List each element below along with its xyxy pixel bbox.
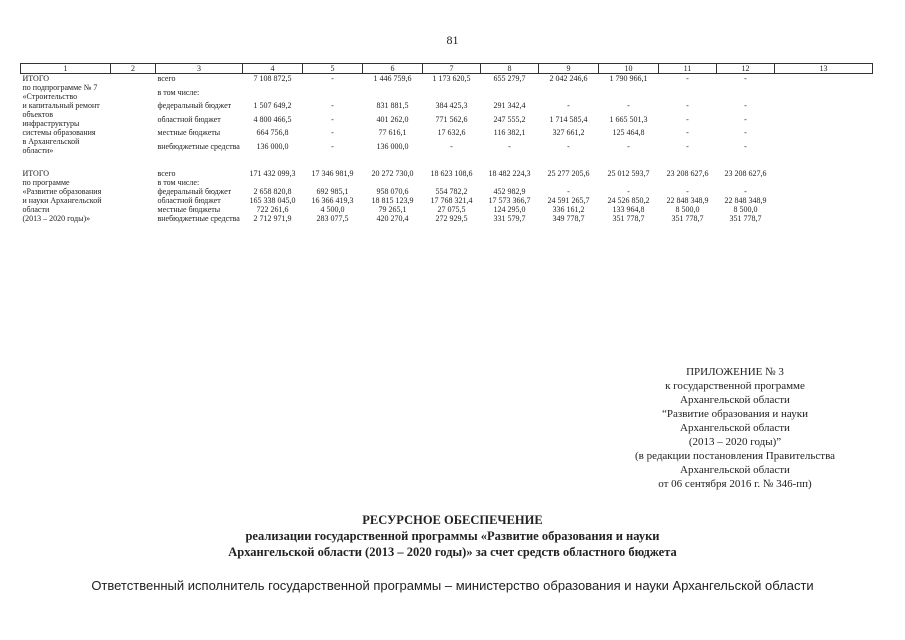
page-number: 81 bbox=[446, 33, 459, 47]
group-title-line: ИТОГО bbox=[22, 169, 50, 178]
column-number: 11 bbox=[659, 64, 717, 74]
value-cell: 136 000,0 bbox=[376, 141, 409, 151]
heading-line: реализации государственной программы «Развитие образования и науки bbox=[245, 529, 660, 543]
group-title bbox=[21, 74, 111, 156]
group-title-line: в Архангельской bbox=[22, 137, 80, 146]
heading-line: РЕСУРСНОЕ ОБЕСПЕЧЕНИЕ bbox=[362, 513, 543, 527]
value-cell bbox=[363, 178, 423, 187]
appendix-note bbox=[590, 365, 880, 491]
value-cell: 7 108 872,5 bbox=[253, 74, 292, 83]
value-cell: - bbox=[744, 114, 747, 124]
group-title-line: (2013 – 2020 годы)» bbox=[22, 214, 91, 223]
funding-source: в том числе: bbox=[157, 87, 200, 97]
table-row bbox=[21, 74, 873, 88]
column-number: 13 bbox=[775, 64, 873, 74]
value-cell bbox=[775, 74, 873, 88]
value-cell: 17 573 366,7 bbox=[488, 196, 531, 205]
value-cell: 401 262,0 bbox=[376, 114, 409, 124]
column-number-row bbox=[21, 64, 873, 74]
value-cell: - bbox=[567, 187, 570, 196]
value-cell: 664 756,8 bbox=[256, 128, 289, 138]
value-cell: 291 342,4 bbox=[493, 101, 526, 111]
value-cell: 327 661,2 bbox=[552, 128, 585, 138]
value-cell: 452 982,9 bbox=[493, 187, 526, 196]
value-cell: 692 985,1 bbox=[316, 187, 349, 196]
value-cell: - bbox=[331, 101, 334, 111]
value-cell bbox=[775, 128, 873, 141]
appendix-line: “Развитие образования и науки bbox=[662, 408, 808, 420]
value-cell bbox=[423, 178, 481, 187]
group-title-line: и капитальный ремонт bbox=[22, 101, 100, 110]
value-cell: 8 500,0 bbox=[675, 205, 700, 214]
value-cell bbox=[775, 205, 873, 214]
value-cell bbox=[481, 178, 539, 187]
value-cell: 349 778,7 bbox=[552, 214, 585, 223]
column-number: 8 bbox=[481, 64, 539, 74]
value-cell: 24 526 850,2 bbox=[607, 196, 650, 205]
column-number: 1 bbox=[21, 64, 111, 74]
value-cell: 20 272 730,0 bbox=[371, 169, 414, 178]
column-number: 9 bbox=[539, 64, 599, 74]
group-title-line: ИТОГО bbox=[22, 74, 50, 83]
value-cell: - bbox=[508, 141, 511, 151]
group-title-line: инфраструктуры bbox=[22, 119, 80, 128]
appendix-line: (в редакции постановления Правительства bbox=[634, 450, 836, 462]
value-cell bbox=[423, 88, 481, 101]
value-cell: 125 464,8 bbox=[612, 128, 645, 138]
value-cell: 8 500,0 bbox=[733, 205, 758, 214]
group-title-line: «Строительство bbox=[22, 92, 78, 101]
column-2-cell bbox=[111, 169, 156, 223]
value-cell: 22 848 348,9 bbox=[666, 196, 709, 205]
value-cell bbox=[775, 142, 873, 155]
value-cell: 23 208 627,6 bbox=[724, 169, 767, 178]
value-cell bbox=[243, 88, 303, 101]
group-title-line: по подпрограмме № 7 bbox=[22, 83, 98, 92]
value-cell: 2 658 820,8 bbox=[253, 187, 292, 196]
value-cell: 771 562,6 bbox=[435, 114, 468, 124]
value-cell bbox=[539, 178, 599, 187]
value-cell: 283 077,5 bbox=[316, 214, 349, 223]
value-cell: 17 346 981,9 bbox=[311, 169, 354, 178]
value-cell: - bbox=[627, 187, 630, 196]
value-cell: - bbox=[331, 128, 334, 138]
value-cell bbox=[363, 88, 423, 101]
table-row bbox=[21, 169, 873, 178]
value-cell: 655 279,7 bbox=[493, 74, 526, 83]
funding-source: областной бюджет bbox=[157, 114, 221, 124]
value-cell bbox=[775, 115, 873, 128]
value-cell: 351 778,7 bbox=[612, 214, 645, 223]
value-cell: 831 881,5 bbox=[376, 101, 409, 111]
section-heading bbox=[0, 512, 905, 560]
value-cell: - bbox=[744, 101, 747, 111]
group-title-line: по программе bbox=[22, 178, 70, 187]
value-cell: 554 782,2 bbox=[435, 187, 468, 196]
value-cell bbox=[599, 88, 659, 101]
value-cell bbox=[775, 169, 873, 178]
value-cell: - bbox=[686, 114, 689, 124]
value-cell bbox=[659, 178, 717, 187]
group-title bbox=[21, 169, 111, 223]
value-cell: - bbox=[686, 141, 689, 151]
value-cell: - bbox=[331, 74, 334, 83]
value-cell: 79 265,1 bbox=[378, 205, 407, 214]
funding-source: местные бюджеты bbox=[157, 205, 221, 214]
value-cell: 165 338 045,0 bbox=[249, 196, 296, 205]
group-title-line: объектов bbox=[22, 110, 54, 119]
funding-source: местные бюджеты bbox=[157, 128, 221, 138]
group-title-line: и науки Архангельской bbox=[22, 196, 102, 205]
value-cell bbox=[775, 101, 873, 114]
value-cell: 25 012 593,7 bbox=[607, 169, 650, 178]
value-cell: - bbox=[627, 141, 630, 151]
value-cell: 1 173 620,5 bbox=[432, 74, 471, 83]
value-cell: 17 768 321,4 bbox=[430, 196, 473, 205]
column-number: 5 bbox=[303, 64, 363, 74]
value-cell: 22 848 348,9 bbox=[724, 196, 767, 205]
value-cell: - bbox=[331, 114, 334, 124]
funding-source: областной бюджет bbox=[157, 196, 221, 205]
value-cell: 133 964,8 bbox=[612, 205, 645, 214]
column-number: 12 bbox=[717, 64, 775, 74]
value-cell bbox=[659, 88, 717, 101]
funding-source: всего bbox=[157, 74, 176, 83]
column-2-cell bbox=[111, 74, 156, 156]
value-cell: - bbox=[686, 187, 689, 196]
value-cell: - bbox=[627, 101, 630, 111]
value-cell: 23 208 627,6 bbox=[666, 169, 709, 178]
appendix-line: Архангельской области bbox=[680, 394, 790, 406]
value-cell bbox=[481, 88, 539, 101]
group-title-line: системы образования bbox=[22, 128, 96, 137]
column-number: 10 bbox=[599, 64, 659, 74]
group-spacer bbox=[21, 155, 873, 169]
funding-source: федеральный бюджет bbox=[157, 187, 232, 196]
value-cell: - bbox=[744, 128, 747, 138]
value-cell: 1 446 759,6 bbox=[373, 74, 412, 83]
group-title-line: области bbox=[22, 205, 50, 214]
value-cell bbox=[775, 178, 873, 187]
value-cell: 958 070,6 bbox=[376, 187, 409, 196]
value-cell: 384 425,3 bbox=[435, 101, 468, 111]
value-cell: 4 800 466,5 bbox=[253, 114, 292, 124]
value-cell: 25 277 205,6 bbox=[547, 169, 590, 178]
value-cell: - bbox=[744, 141, 747, 151]
funding-source: внебюджетные средства bbox=[157, 214, 240, 223]
value-cell: 4 500,0 bbox=[320, 205, 345, 214]
value-cell: - bbox=[686, 128, 689, 138]
value-cell bbox=[775, 187, 873, 196]
value-cell: 2 042 246,6 bbox=[549, 74, 588, 83]
column-number: 6 bbox=[363, 64, 423, 74]
heading-line: Архангельской области (2013 – 2020 годы)» за счет средств областного бюджета bbox=[228, 545, 677, 559]
funding-source: всего bbox=[157, 169, 176, 178]
value-cell: 17 632,6 bbox=[437, 128, 466, 138]
value-cell: 171 432 099,3 bbox=[249, 169, 296, 178]
value-cell bbox=[303, 178, 363, 187]
value-cell: - bbox=[567, 101, 570, 111]
column-number: 2 bbox=[111, 64, 156, 74]
value-cell: 351 778,7 bbox=[671, 214, 704, 223]
appendix-line: к государственной программе bbox=[665, 380, 805, 392]
value-cell: 16 366 419,3 bbox=[311, 196, 354, 205]
value-cell: 336 161,2 bbox=[552, 205, 585, 214]
value-cell: 420 270,4 bbox=[376, 214, 409, 223]
value-cell bbox=[599, 178, 659, 187]
value-cell: 2 712 971,9 bbox=[253, 214, 292, 223]
appendix-line: Архангельской области bbox=[680, 422, 790, 434]
value-cell: 351 778,7 bbox=[729, 214, 762, 223]
appendix-line: (2013 – 2020 годы)” bbox=[688, 436, 782, 448]
value-cell: - bbox=[744, 187, 747, 196]
value-cell: 27 075,5 bbox=[437, 205, 466, 214]
value-cell bbox=[775, 88, 873, 101]
group-title-line: «Развитие образования bbox=[22, 187, 102, 196]
value-cell: 18 482 224,3 bbox=[488, 169, 531, 178]
value-cell bbox=[243, 178, 303, 187]
value-cell: - bbox=[567, 141, 570, 151]
funding-source: в том числе: bbox=[157, 178, 200, 187]
value-cell bbox=[717, 88, 775, 101]
value-cell: 77 616,1 bbox=[378, 128, 407, 138]
value-cell: 18 815 123,9 bbox=[371, 196, 414, 205]
value-cell: 1 790 966,1 bbox=[609, 74, 648, 83]
funding-source: федеральный бюджет bbox=[157, 101, 232, 111]
value-cell: 116 382,1 bbox=[493, 128, 526, 138]
funding-source: внебюджетные средства bbox=[157, 141, 240, 151]
appendix-line: Архангельской области bbox=[680, 464, 790, 476]
value-cell: 1 665 501,3 bbox=[609, 114, 648, 124]
value-cell bbox=[775, 196, 873, 205]
value-cell bbox=[717, 178, 775, 187]
value-cell bbox=[775, 214, 873, 223]
value-cell: - bbox=[686, 101, 689, 111]
value-cell: - bbox=[331, 141, 334, 151]
value-cell: - bbox=[450, 141, 453, 151]
responsible-executor: Ответственный исполнитель государственной программы – министерство образования и науки Архангельской области bbox=[91, 578, 814, 593]
value-cell bbox=[303, 88, 363, 101]
column-number: 4 bbox=[243, 64, 303, 74]
appendix-line: от 06 сентября 2016 г. № 346-пп) bbox=[658, 478, 812, 490]
group-title-line: области» bbox=[22, 146, 54, 155]
value-cell: 18 623 108,6 bbox=[430, 169, 473, 178]
value-cell: 136 000,0 bbox=[256, 141, 289, 151]
value-cell: 722 261,6 bbox=[256, 205, 289, 214]
value-cell: 247 555,2 bbox=[493, 114, 526, 124]
value-cell: - bbox=[744, 74, 747, 83]
funding-table bbox=[20, 63, 873, 223]
value-cell: 124 295,0 bbox=[493, 205, 526, 214]
value-cell bbox=[539, 88, 599, 101]
column-number: 3 bbox=[156, 64, 243, 74]
value-cell: - bbox=[686, 74, 689, 83]
appendix-line: ПРИЛОЖЕНИЕ № 3 bbox=[686, 366, 784, 378]
value-cell: 1 714 585,4 bbox=[549, 114, 588, 124]
value-cell: 272 929,5 bbox=[435, 214, 468, 223]
value-cell: 24 591 265,7 bbox=[547, 196, 590, 205]
value-cell: 331 579,7 bbox=[493, 214, 526, 223]
column-number: 7 bbox=[423, 64, 481, 74]
value-cell: 1 507 649,2 bbox=[253, 101, 292, 111]
